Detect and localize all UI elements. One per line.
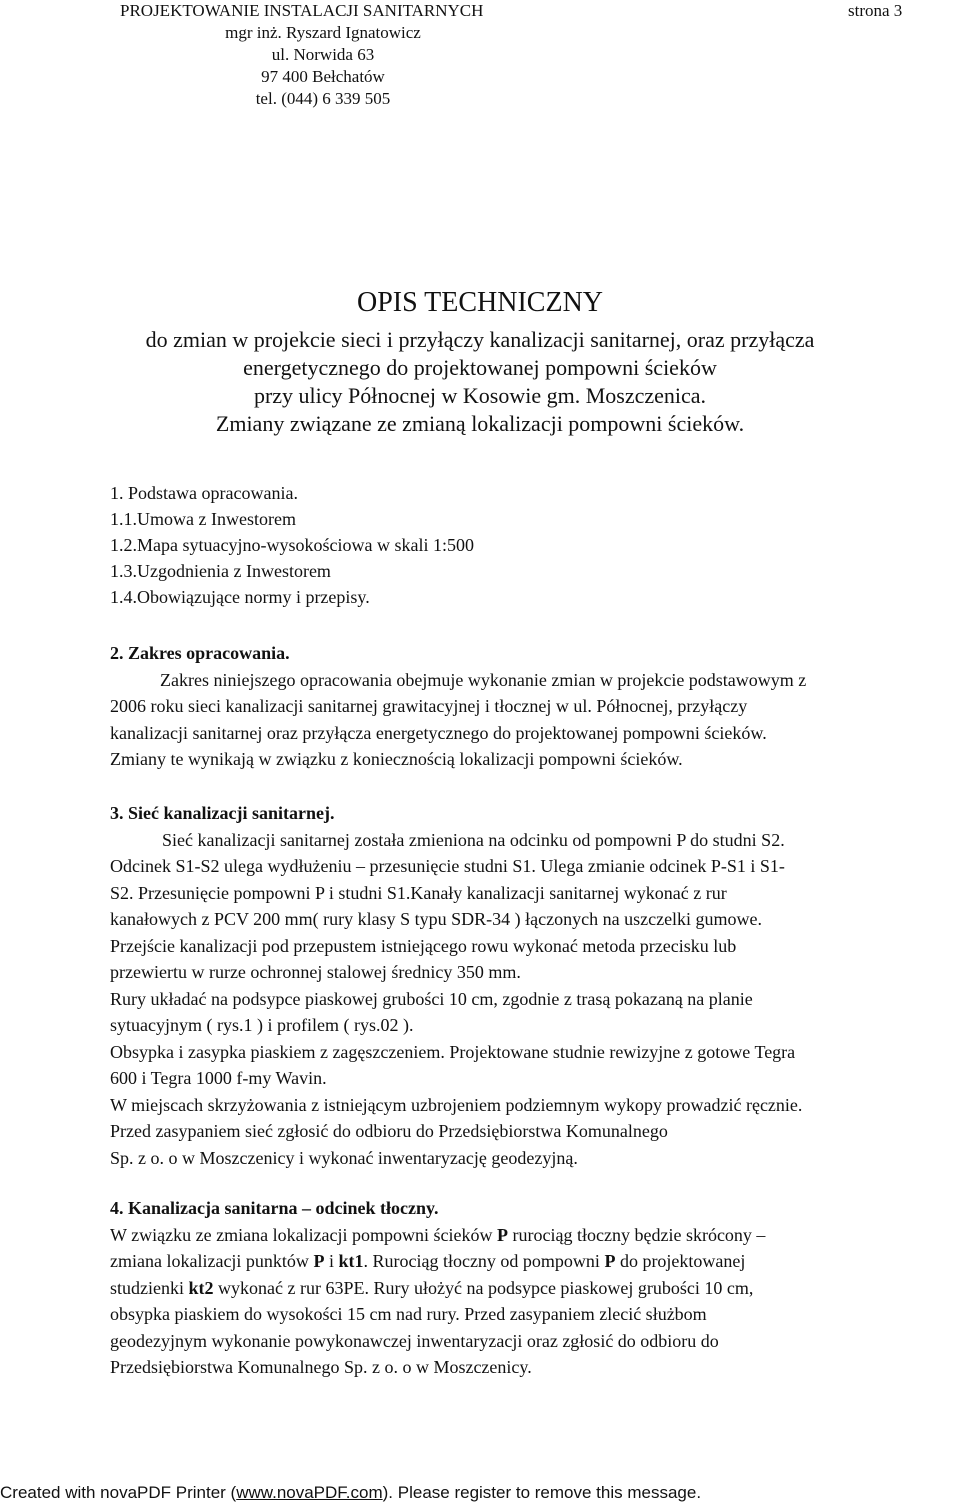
subtitle-line: przy ulicy Północnej w Kosowie gm. Moszczenica. — [253, 383, 707, 408]
page-header — [120, 0, 526, 110]
paragraph-line: kanalizacji sanitarnej oraz przyłącza energetycznego do projektowanej pompowni ścieków. — [110, 722, 767, 743]
section-sewer-network — [110, 800, 960, 1171]
text-run-bold: P — [313, 1251, 325, 1271]
header-street: ul. Norwida 63 — [271, 45, 375, 64]
header-title: PROJEKTOWANIE INSTALACJI SANITARNYCH — [120, 1, 484, 20]
section-heading: 3. Sieć kanalizacji sanitarnej. — [110, 803, 335, 823]
paragraph-line: Przedsiębiorstwa Komunalnego Sp. z o. o w Moszczenicy. — [110, 1357, 532, 1377]
paragraph-line: W miejscach skrzyżowania z istniejącym uzbrojeniem podziemnym wykopy prowadzić ręcznie. — [110, 1094, 803, 1115]
text-run: W związku ze zmiana lokalizacji pompowni ścieków — [110, 1224, 498, 1245]
paragraph-line: S2. Przesunięcie pompowni P i studni S1.Kanały kanalizacji sanitarnej wykonać z rur — [110, 882, 727, 903]
section-heading: 2. Zakres opracowania. — [110, 643, 290, 663]
header-phone: tel. (044) 6 339 505 — [255, 89, 391, 108]
paragraph-line: 600 i Tegra 1000 f-my Wavin. — [110, 1068, 327, 1088]
subtitle-line: do zmian w projekcie sieci i przyłączy kanalizacji sanitarnej, oraz przyłącza — [145, 327, 815, 352]
paragraph-line: Zmiany te wynikają w związku z koniecznością lokalizacji pompowni ścieków. — [110, 749, 683, 769]
paragraph-line: Sieć kanalizacji sanitarnej została zmieniona na odcinku od pompowni P do studni S2. — [162, 829, 785, 850]
paragraph-line — [110, 1248, 960, 1275]
header-city: 97 400 Bełchatów — [261, 67, 385, 86]
document-subtitle — [0, 326, 960, 438]
list-item: 1.3.Uzgodnienia z Inwestorem — [110, 561, 331, 581]
text-run-bold: P — [497, 1224, 509, 1245]
paragraph-line: Obsypka i zasypka piaskiem z zagęszczeniem. Projektowane studnie rewizyjne z gotowe Tegra — [110, 1041, 796, 1062]
paragraph-line: 2006 roku sieci kanalizacji sanitarnej grawitacyjnej i tłocznej w ul. Północnej, przyłączy — [110, 696, 748, 716]
text-run-bold: kt2 — [188, 1277, 214, 1298]
paragraph-line: geodezyjnym wykonanie powykonawczej inwentaryzacji oraz zgłosić do odbioru do — [110, 1330, 719, 1351]
page-number: strona 3 — [848, 1, 903, 20]
paragraph-line: obsypka piaskiem do wysokości 15 cm nad rury. Przed zasypaniem zlecić służbom — [110, 1304, 707, 1324]
text-run: wykonać z rur 63PE. Rury ułożyć na podsypce piaskowej grubości 10 cm, — [213, 1277, 754, 1298]
text-run: rurociąg tłoczny będzie skrócony – — [508, 1224, 766, 1245]
paragraph-line — [110, 1275, 960, 1302]
paragraph-line — [110, 1222, 960, 1249]
section-heading: 4. Kanalizacja sanitarna – odcinek tłoczny. — [110, 1198, 439, 1218]
subtitle-line: Zmiany związane ze zmianą lokalizacji pompowni ścieków. — [215, 411, 745, 436]
document-title: OPIS TECHNICZNY — [356, 287, 604, 318]
section-pressure-line — [110, 1195, 960, 1381]
footer-suffix: ). Please register to remove this message. — [382, 1483, 702, 1502]
section-heading: 1. Podstawa opracowania. — [110, 483, 298, 503]
footer-link[interactable]: www.novaPDF.com — [236, 1483, 383, 1502]
footer-prefix: Created with novaPDF Printer ( — [0, 1483, 237, 1502]
paragraph-line: kanałowych z PCV 200 mm( rury klasy S typu SDR-34 ) łączonych na uszczelki gumowe. — [110, 909, 763, 929]
text-run: i — [324, 1251, 339, 1271]
text-run: . Rurociąg tłoczny od pompowni — [363, 1251, 605, 1271]
text-run-bold: P — [604, 1251, 616, 1271]
list-item: 1.2.Mapa sytuacyjno-wysokościowa w skali 1:500 — [110, 535, 474, 555]
paragraph-line: Zakres niniejszego opracowania obejmuje wykonanie zmian w projekcie podstawowym z — [160, 669, 807, 690]
header-author: mgr inż. Ryszard Ignatowicz — [225, 23, 421, 42]
section-scope — [110, 640, 960, 773]
paragraph-line: Rury układać na podsypce piaskowej grubości 10 cm, zgodnie z trasą pokazaną na planie — [110, 988, 753, 1009]
list-item: 1.1.Umowa z Inwestorem — [110, 509, 296, 529]
paragraph-line: Sp. z o. o w Moszczenicy i wykonać inwentaryzację geodezyjną. — [110, 1147, 578, 1168]
text-run: zmiana lokalizacji punktów — [110, 1251, 314, 1271]
section-basis — [110, 480, 960, 610]
list-item: 1.4.Obowiązujące normy i przepisy. — [110, 587, 370, 607]
subtitle-line: energetycznego do projektowanej pompowni ścieków — [243, 355, 717, 380]
text-run-bold: kt1 — [338, 1251, 364, 1271]
paragraph-line: Przed zasypaniem sieć zgłosić do odbioru do Przedsiębiorstwa Komunalnego — [110, 1121, 668, 1141]
text-run: studzienki — [110, 1277, 189, 1298]
paragraph-line: Przejście kanalizacji pod przepustem istniejącego rowu wykonać metoda przecisku lub — [110, 935, 737, 956]
paragraph-line: sytuacyjnym ( rys.1 ) i profilem ( rys.02 ). — [110, 1015, 414, 1035]
paragraph-line: Odcinek S1-S2 ulega wydłużeniu – przesunięcie studni S1. Ulega zmianie odcinek P-S1 i S1- — [110, 856, 785, 876]
paragraph-line: przewiertu w rurze ochronnej stalowej średnicy 350 mm. — [110, 962, 521, 982]
text-run: do projektowanej — [615, 1251, 746, 1271]
pdf-watermark-footer — [0, 1482, 960, 1504]
